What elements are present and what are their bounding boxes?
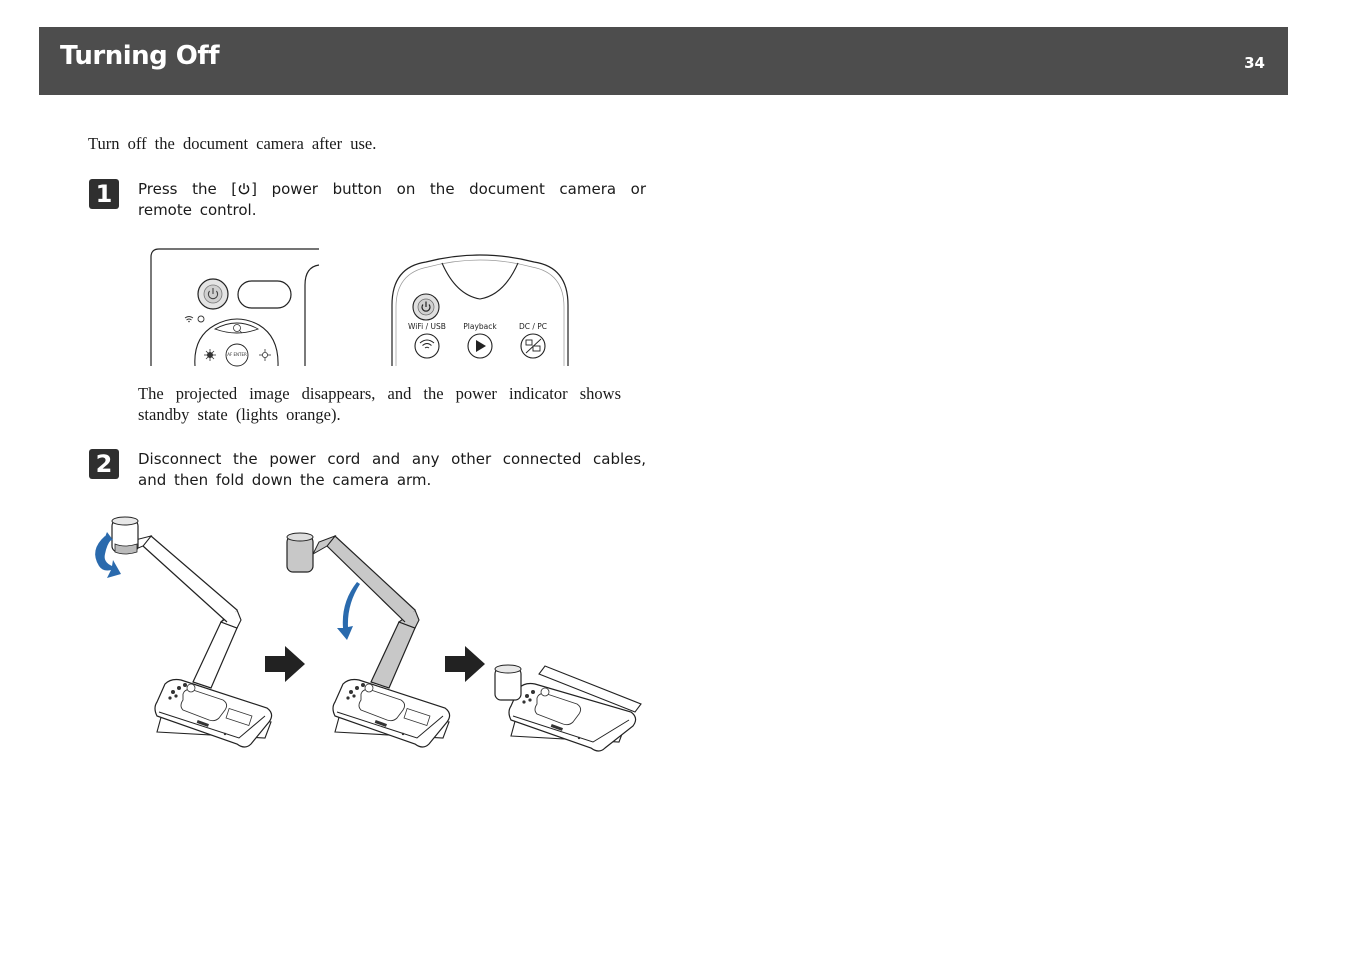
step-1-result-text: The projected image disappears, and the power indicator shows standby state (lights orange).	[138, 384, 621, 424]
camera-upright	[95, 517, 271, 747]
brightness-down-icon	[204, 349, 216, 361]
af-enter-label: AF ENTER	[227, 352, 247, 357]
step-1-illustration	[145, 245, 585, 370]
remote-wifi-button	[415, 334, 439, 358]
camera-dpad	[195, 319, 278, 366]
power-icon	[237, 180, 251, 198]
camera-folded	[495, 665, 641, 751]
fold-down-arrow-icon	[337, 582, 360, 640]
step-2-text: Disconnect the power cord and any other connected cables, and then fold down the camera arm.	[138, 450, 646, 489]
brightness-up-icon	[259, 349, 271, 361]
page-number: 34	[1244, 54, 1265, 72]
remote-label-playback: Playback	[463, 322, 497, 331]
camera-oval-button	[238, 281, 291, 308]
intro-text: Turn off the document camera after use.	[88, 134, 377, 153]
page-header	[39, 27, 1288, 95]
step-2-badge: 2	[89, 449, 119, 479]
next-arrow-icon-2	[445, 646, 485, 682]
step-1-badge: 1	[89, 179, 119, 209]
step-1-text-after: ] power button on the document camera or remote control.	[138, 180, 647, 219]
page-title: Turning Off	[60, 41, 220, 71]
remote-label-dc-pc: DC / PC	[518, 322, 548, 331]
camera-folding	[287, 533, 450, 747]
wifi-indicator-icon	[185, 316, 204, 322]
step-1-text	[138, 179, 646, 221]
next-arrow-icon	[265, 646, 305, 682]
step-1-text-before: Press the [	[138, 180, 238, 198]
step-2-illustration	[85, 512, 645, 757]
remote-label-wifi-usb: WiFi / USB	[408, 322, 446, 331]
remote-control	[392, 255, 568, 366]
camera-control-panel	[151, 249, 319, 366]
